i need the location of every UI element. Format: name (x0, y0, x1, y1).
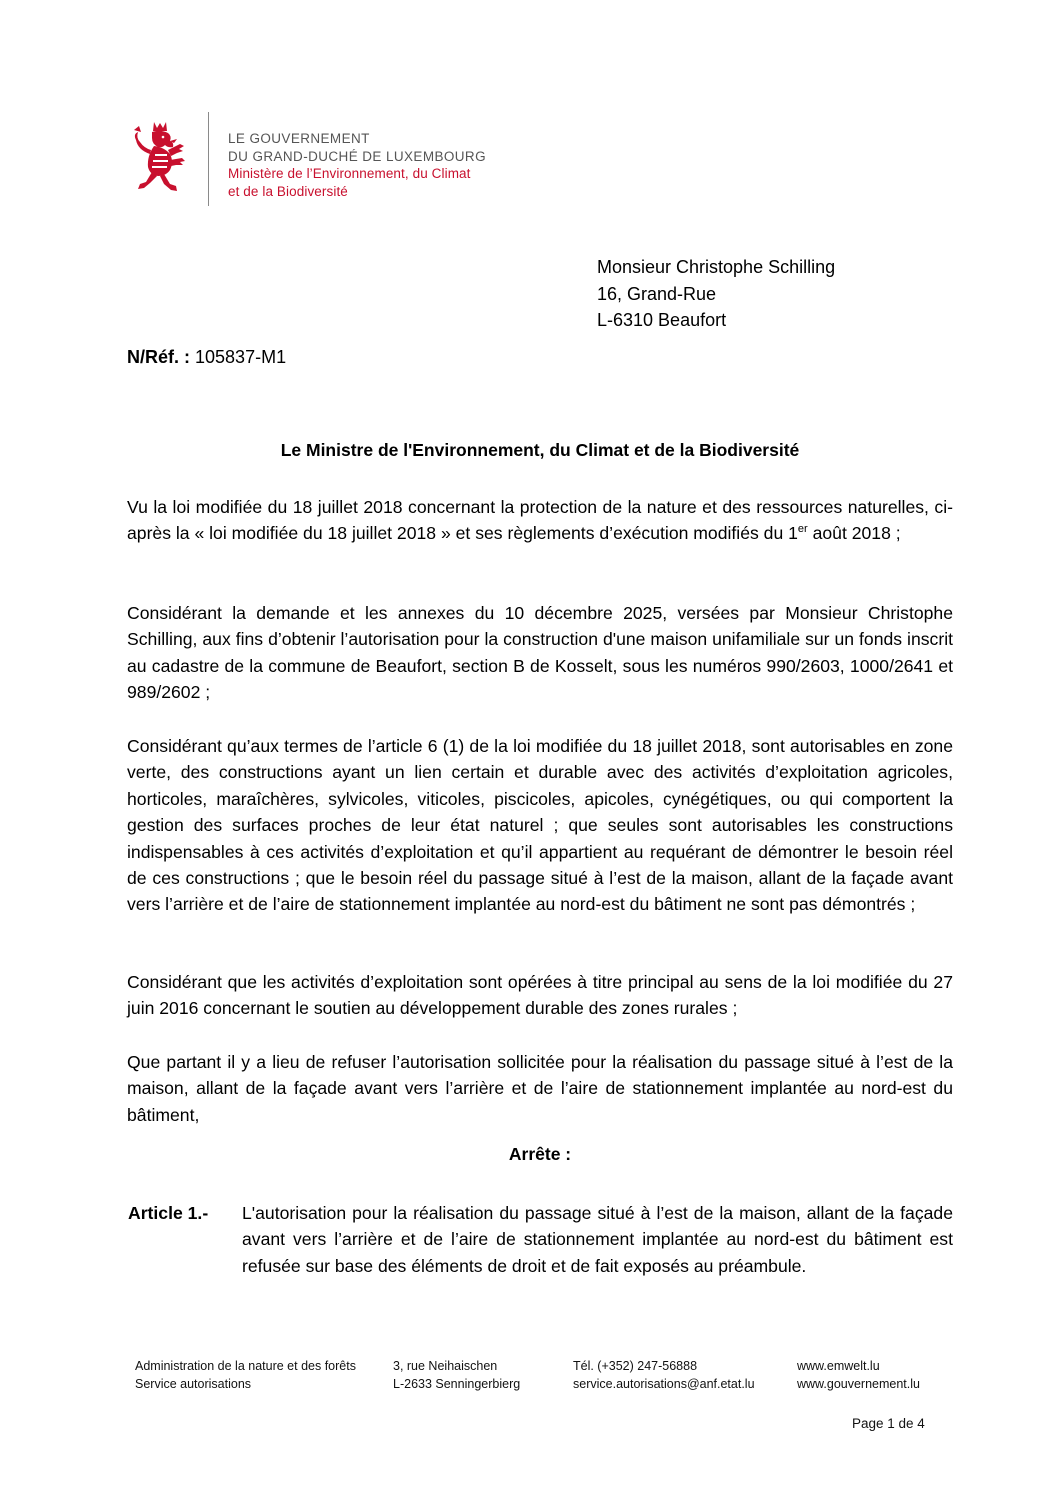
footer-websites (797, 1358, 920, 1393)
reference-number (127, 347, 286, 368)
footer-address (393, 1358, 520, 1393)
recipient-name: Monsieur Christophe Schilling (597, 257, 836, 277)
recipient-city: L-6310 Beaufort (597, 310, 727, 330)
paragraph-article-6: Considérant qu’aux termes de l’article 6 (1) de la loi modifiée du 18 juillet 2018, sont autorisables en zone verte, des constructions ayant un lien certain et durable avec des activités d’exploitation agricoles, horticoles, maraîchères, sylvicoles, viticoles, piscicoles, apicoles, cynégétiques, ou qui comportent la gestion des surfaces proches de leur état naturel ; que seules sont autorisables les constructions indispensables à ces activités d’exploitation et qu’il appartient au requérant de démontrer le besoin réel de ces constructions ; que le besoin réel du passage situé à l’est de la maison, allant de la façade avant vers l’arrière et de l’aire de stationnement implantée au nord-est du bâtiment ne sont pas démontrés ; (127, 736, 953, 915)
page-number: Page 1 de 4 (852, 1416, 925, 1431)
government-header (228, 130, 486, 200)
gov-line-2: DU GRAND-DUCHÉ DE LUXEMBOURG (228, 148, 486, 164)
paragraph-request: Considérant la demande et les annexes du 10 décembre 2025, versées par Monsieur Christophe Schilling, aux fins d’obtenir l’autorisation pour la construction d'une maison unifamiliale sur un fonds inscrit au cadastre de la commune de Beaufort, section B de Kosselt, sous les numéros 990/2603, 1000/2641 et 989/2602 ; (127, 603, 953, 703)
paragraph-legal-basis-end: août 2018 ; (807, 523, 901, 544)
ministry-line-2: et de la Biodiversité (228, 183, 348, 199)
paragraph-legal-basis-text: Vu la loi modifiée du 18 juillet 2018 concernant la protection de la nature et des ressources naturelles, ci-après la « loi modifiée du 18 juillet 2018 » et ses règlements d’exécution modifiés du 1 (127, 497, 953, 544)
footer-administration (135, 1358, 356, 1393)
footer-line: L-2633 Senningerbierg (393, 1376, 521, 1391)
gov-line-1: LE GOUVERNEMENT (228, 131, 370, 146)
footer-email[interactable]: service.autorisations@anf.etat.lu (573, 1376, 755, 1391)
footer-link-emwelt[interactable]: www.emwelt.lu (797, 1359, 880, 1373)
footer-contact (573, 1358, 755, 1393)
article-1-text: L'autorisation pour la réalisation du passage situé à l’est de la maison, allant de la façade avant vers l’arrière et de l’aire de stationnement implantée au nord-est du bâtiment est refusée sur base des éléments de droit et de fait exposés au préambule. (242, 1203, 953, 1276)
footer-link-gouvernement[interactable]: www.gouvernement.lu (797, 1376, 920, 1391)
footer-line: Service autorisations (135, 1376, 252, 1391)
recipient-address (597, 254, 835, 334)
paragraph-activities: Considérant que les activités d’exploitation sont opérées à titre principal au sens de la loi modifiée du 27 juin 2016 concernant le soutien au développement durable des zones rurales ; (127, 972, 953, 1019)
document-title: Le Ministre de l'Environnement, du Climat et de la Biodiversité (280, 440, 800, 460)
paragraph-legal-basis (127, 494, 953, 547)
header-divider (208, 112, 209, 206)
footer-line: Administration de la nature et des forêts (135, 1359, 356, 1373)
reference-value: 105837-M1 (195, 347, 287, 367)
footer-phone: Tél. (+352) 247-56888 (573, 1359, 698, 1373)
decree-heading: Arrête : (508, 1144, 572, 1164)
red-lion-icon (130, 120, 192, 196)
paragraph-refusal-reason: Que partant il y a lieu de refuser l’autorisation sollicitée pour la réalisation du passage situé à l’est de la maison, allant de la façade avant vers l’arrière et de l’aire de stationnement implantée au nord-est du bâtiment, (127, 1052, 953, 1125)
article-1-label: Article 1.- (128, 1203, 209, 1223)
ordinal-superscript: er (797, 523, 808, 536)
recipient-street: 16, Grand-Rue (597, 283, 717, 304)
footer-line: 3, rue Neihaischen (393, 1359, 498, 1373)
ministry-line-1: Ministère de l’Environnement, du Climat (228, 166, 471, 181)
reference-label: N/Réf. : (127, 347, 190, 367)
